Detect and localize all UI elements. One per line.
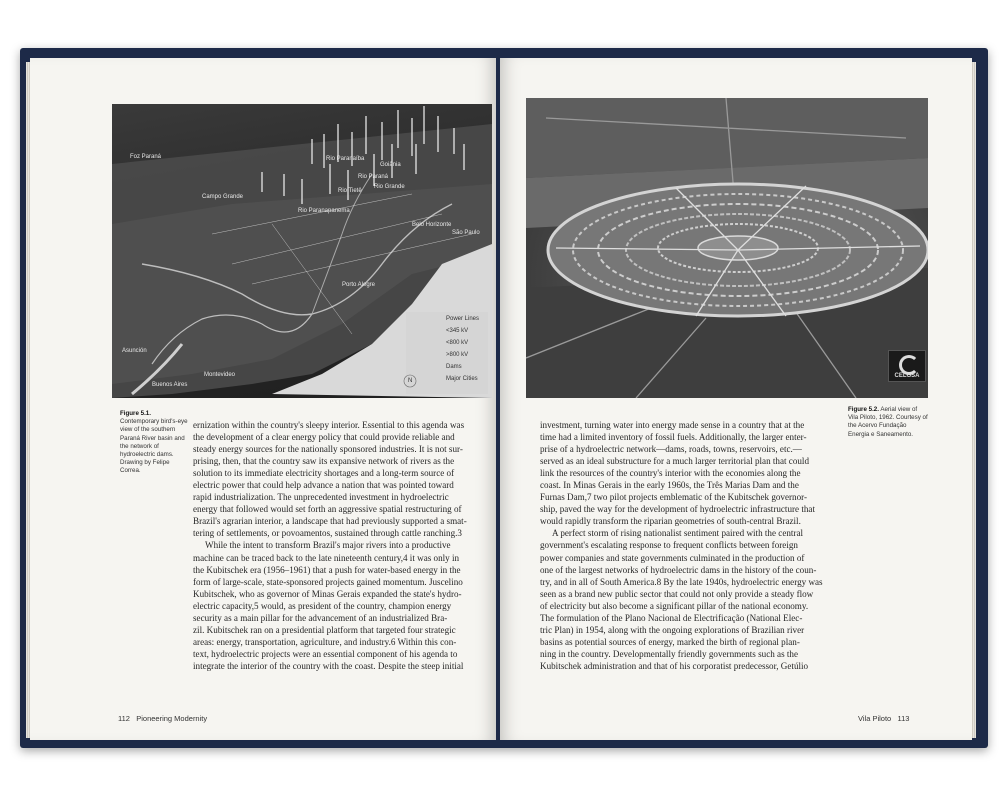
text-line: Kubitschek administration and that of his corporatist predecessor, Getúlio	[540, 660, 809, 671]
vila-piloto-aerial-image	[526, 98, 928, 398]
text-line: link the resources of the country's interior with the economies along the	[540, 468, 801, 479]
map-label: Buenos Aires	[152, 382, 188, 388]
text-line: steady energy sources for the nationally sponsored industries. It is not sur-	[193, 444, 463, 455]
text-line: energy that followed would set forth an aggressive spatial restructuring of	[193, 504, 462, 515]
map-label: Foz Paraná	[130, 154, 162, 160]
logo-text: CELGSA	[894, 373, 920, 379]
aerial-graphic	[526, 98, 928, 398]
text-line: electric capacity,5 would, as president of the country, champion energy	[193, 600, 452, 611]
text-line: areas: energy, transportation, agriculture, and industry.6 Within this con-	[193, 636, 457, 647]
text-line: integrate the interior of the country with the coast. Despite the steep initial	[193, 660, 464, 671]
text-line: security as a main pillar for the advancement of an industrialized Bra-	[193, 612, 448, 623]
map-label: Rio Paraná	[358, 174, 389, 180]
text-line: solution to its immediate electricity shortages and a long-term source of	[193, 468, 455, 479]
text-line: government's escalating response to frequent conflicts between foreign	[540, 540, 798, 551]
legend-item: Dams	[446, 364, 462, 370]
text-line: basins as potential sources of energy, marked the birth of regional plan-	[540, 636, 800, 647]
compass-icon: N	[408, 378, 413, 384]
text-line: try, and in all of South America.8 By the late 1940s, hydroelectric energy was	[540, 576, 823, 587]
text-line: prising, then, that the country saw its expansive network of rivers as the	[193, 456, 455, 467]
text-line: investment, turning water into energy made sense in a country that at the	[540, 420, 805, 430]
caption-title: Figure 5.1.	[120, 410, 151, 417]
map-label: Goiânia	[380, 162, 401, 168]
map-label: Montevideo	[204, 372, 236, 378]
text-line: tric Plan) in 1954, along with the ongoing explorations of Brazilian river	[540, 624, 805, 635]
text-line: Brazil's agrarian interior, a landscape that had previously supported a smat-	[193, 516, 467, 527]
running-head: Pioneering Modernity	[136, 714, 208, 723]
map-label: São Paulo	[452, 230, 480, 236]
figure-5-1-caption	[120, 410, 188, 476]
caption-title: Figure 5.2.	[848, 406, 879, 413]
text-line: of electricity but also become a significant pillar of the national economy.	[540, 600, 809, 611]
right-folio	[858, 714, 909, 723]
text-line: machine can be traced back to the late nineteenth century,4 it was only in	[193, 552, 460, 563]
caption-text: Contemporary bird's-eye view of the southern Paraná River basin and the network of hydroelectric dams. Drawing by Felipe Correa.	[120, 418, 188, 475]
right-body-text	[540, 419, 836, 672]
caption-text: Aerial view of Vila Piloto, 1962. Courtesy of the Acervo Fundação Energia e Saneamento.	[848, 406, 928, 438]
text-line: Kubitschek, who as governor of Minas Gerais expanded the state's hydro-	[193, 588, 462, 599]
text-line: ning in the country. Developmentally friendly governments such as the	[540, 648, 799, 659]
legend-item: <800 kV	[446, 340, 469, 346]
map-label: Campo Grande	[202, 194, 244, 200]
left-folio	[118, 714, 207, 723]
text-line: text, hydroelectric projects were an essential component of his agenda to	[193, 648, 458, 659]
map-label: Belo Horizonte	[412, 222, 452, 228]
text-line: A perfect storm of rising nationalist sentiment paired with the central	[552, 528, 804, 539]
map-graphic	[112, 104, 492, 398]
text-line: would rapidly transform the riparian geometries of south-central Brazil.	[540, 516, 801, 527]
page-number: 113	[897, 714, 910, 723]
text-line: power companies and state governments culminated in the production of	[540, 552, 805, 563]
map-label: Porto Alegre	[342, 282, 376, 288]
map-label: Asunción	[122, 348, 147, 354]
text-line: form of large-scale, state-sponsored projects gained momentum. Juscelino	[193, 576, 463, 587]
text-line: served as an ideal substructure for a much larger territorial plan that could	[540, 456, 810, 467]
running-head: Vila Piloto	[858, 714, 892, 723]
map-label: Rio Paranaíba	[326, 156, 365, 162]
text-line: the Kubitschek era (1956–1961) that a push for water-based energy in the	[193, 564, 461, 575]
river-basin-map-image	[112, 104, 492, 398]
text-line: tering of settlements, or povoamentos, sustained through cattle ranching.3	[193, 528, 462, 539]
text-line: The formulation of the Plano Nacional de Electrificação (National Elec-	[540, 612, 803, 623]
text-line: zil. Kubitschek ran on a presidential platform that targeted four strategic	[193, 624, 456, 635]
legend-item: >800 kV	[446, 352, 469, 358]
celg-logo	[888, 350, 926, 382]
text-line: coast. In Minas Gerais in the early 1960s, the Três Marias Dam and the	[540, 480, 799, 491]
map-label: Rio Tietê	[338, 188, 362, 194]
legend-item: <345 kV	[446, 328, 469, 334]
text-line: electric power that could help advance a nation that was pointed toward	[193, 480, 454, 491]
text-line: Furnas Dam,7 two pilot projects emblematic of the Kubitschek governor-	[540, 492, 808, 503]
left-body-text	[193, 419, 483, 672]
text-line: While the intent to transform Brazil's major rivers into a productive	[205, 540, 451, 551]
legend-title: Power Lines	[446, 316, 480, 322]
page-number: 112	[118, 714, 130, 723]
map-label: Rio Paranapanema	[298, 208, 350, 214]
figure-5-2-caption	[848, 406, 928, 439]
text-line: ernization within the country's sleepy interior. Essential to this agenda was	[193, 420, 465, 430]
legend-item: Major Cities	[446, 376, 478, 382]
text-line: rapid industrialization. The unprecedented investment in hydroelectric	[193, 492, 449, 503]
map-label: Rio Grande	[374, 184, 405, 190]
text-line: time had a limited inventory of fossil fuels. Additionally, the larger enter-	[540, 432, 807, 443]
text-line: the development of a clear energy policy that could provide reliable and	[193, 432, 455, 443]
text-line: one of the largest networks of hydroelectric dams in the history of the coun-	[540, 564, 817, 575]
text-line: seen as a brand new public sector that could not only provide a steady flow	[540, 588, 814, 599]
text-line: prise of a hydroelectric network—dams, roads, towns, reservoirs, etc.—	[540, 444, 802, 455]
text-line: ship, paved the way for the development of hydroelectric infrastructure that	[540, 504, 815, 515]
